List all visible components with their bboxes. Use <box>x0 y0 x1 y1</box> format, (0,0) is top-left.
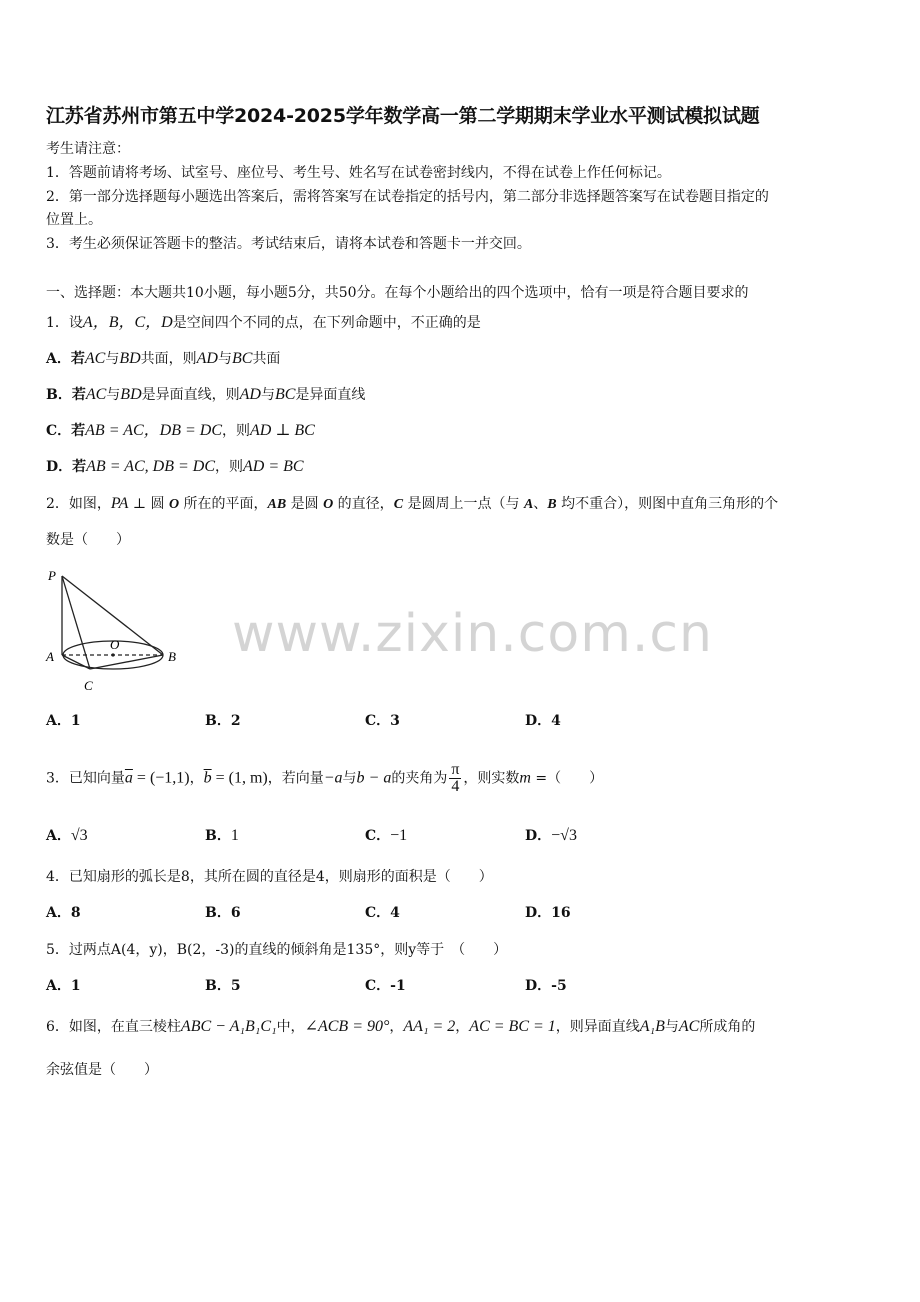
q5-option-d: D．-5 <box>525 978 567 994</box>
notice-item-2-cont: 位置上。 <box>46 212 102 228</box>
q4-stem: 4．已知扇形的弧长是8，其所在圆的直径是4，则扇形的面积是（ ） <box>46 869 493 885</box>
q1-option-c: C．若AB = AC，DB = DC，则AD ⊥ BC <box>46 422 315 439</box>
q2-stem-cont: 数是（ ） <box>46 532 130 548</box>
q4-option-a: A．8 <box>46 905 81 921</box>
q5-option-c: C．-1 <box>365 978 406 994</box>
q3-option-c: C．−1 <box>365 827 408 844</box>
q5-stem: 5．过两点A(4，y)，B(2，-3)的直线的倾斜角是135°，则y等于 （ ） <box>46 942 508 958</box>
q1-stem: 1．设A，B，C，D是空间四个不同的点，在下列命题中，不正确的是 <box>46 314 481 331</box>
q3-option-b: B．1 <box>205 827 239 844</box>
section-heading: 一、选择题：本大题共10小题，每小题5分，共50分。在每个小题给出的四个选项中，恰有一项是符合题目要求的 <box>46 285 749 301</box>
q4-option-b: B．6 <box>205 905 241 921</box>
q5-option-a: A．1 <box>46 978 81 994</box>
page-title: 江苏省苏州市第五中学2024-2025学年数学高一第二学期期末学业水平测试模拟试题 <box>46 105 760 127</box>
fraction-pi-4: $\frac{\pi}{4}$ <box>451 761 460 795</box>
q2-figure <box>40 566 190 698</box>
q4-option-c: C．4 <box>365 905 400 921</box>
notice-item-3: 3．考生必须保证答题卡的整洁。考试结束后，请将本试卷和答题卡一并交回。 <box>46 236 531 252</box>
q2-option-a: A．1 <box>46 713 81 729</box>
label-b: B <box>168 649 176 664</box>
segment-cb <box>90 655 163 669</box>
q2-stem: 2．如图，PA ⊥ 圆 O 所在的平面，AB 是圆 O 的直径，C 是圆周上一点（与 A、B 均不重合），则图中直角三角形的个 <box>46 495 779 512</box>
q3-option-d: D．−√3 <box>525 827 577 844</box>
q2-option-c: C．3 <box>365 713 400 729</box>
q3-stem: 3．已知向量$\overline{a} = (-1,1)$，$\overline{b} = (1$, m)，若向量−a与b − a的夹角为 $\frac{\pi}{4}$ ，则实数m =（ ） <box>46 761 604 795</box>
label-o: O <box>110 637 120 652</box>
q2-option-d: D．4 <box>525 713 561 729</box>
q2-option-b: B．2 <box>205 713 241 729</box>
label-c: C <box>84 678 93 693</box>
q5-option-b: B．5 <box>205 978 241 994</box>
q6-stem: 6．如图，在直三棱柱ABC − A₁B₁C₁中，∠ACB = 90°，AA₁ = 2，AC = BC = 1，则异面直线A₁B与AC所成角的 <box>46 1018 756 1035</box>
q3-option-a: A．√3 <box>46 827 88 844</box>
notice-heading: 考生请注意： <box>46 141 130 157</box>
notice-item-1: 1．答题前请将考场、试室号、座位号、考生号、姓名写在试卷密封线内，不得在试卷上作任何标记。 <box>46 165 671 181</box>
notice-item-2: 2．第一部分选择题每小题选出答案后，需将答案写在试卷指定的括号内，第二部分非选择题答案写在试卷题目指定的 <box>46 189 769 205</box>
q1-option-a: A．若AC与BD共面，则AD与BC共面 <box>46 350 281 367</box>
watermark: www.zixin.com.cn <box>232 604 713 664</box>
q6-stem-cont: 余弦值是（ ） <box>46 1062 158 1078</box>
q4-option-d: D．16 <box>525 905 571 921</box>
q1-option-b: B．若AC与BD是异面直线，则AD与BC是异面直线 <box>46 386 366 403</box>
label-p: P <box>48 568 56 583</box>
q1-option-d: D．若AB = AC, DB = DC，则AD = BC <box>46 458 304 475</box>
label-a: A <box>46 649 54 664</box>
